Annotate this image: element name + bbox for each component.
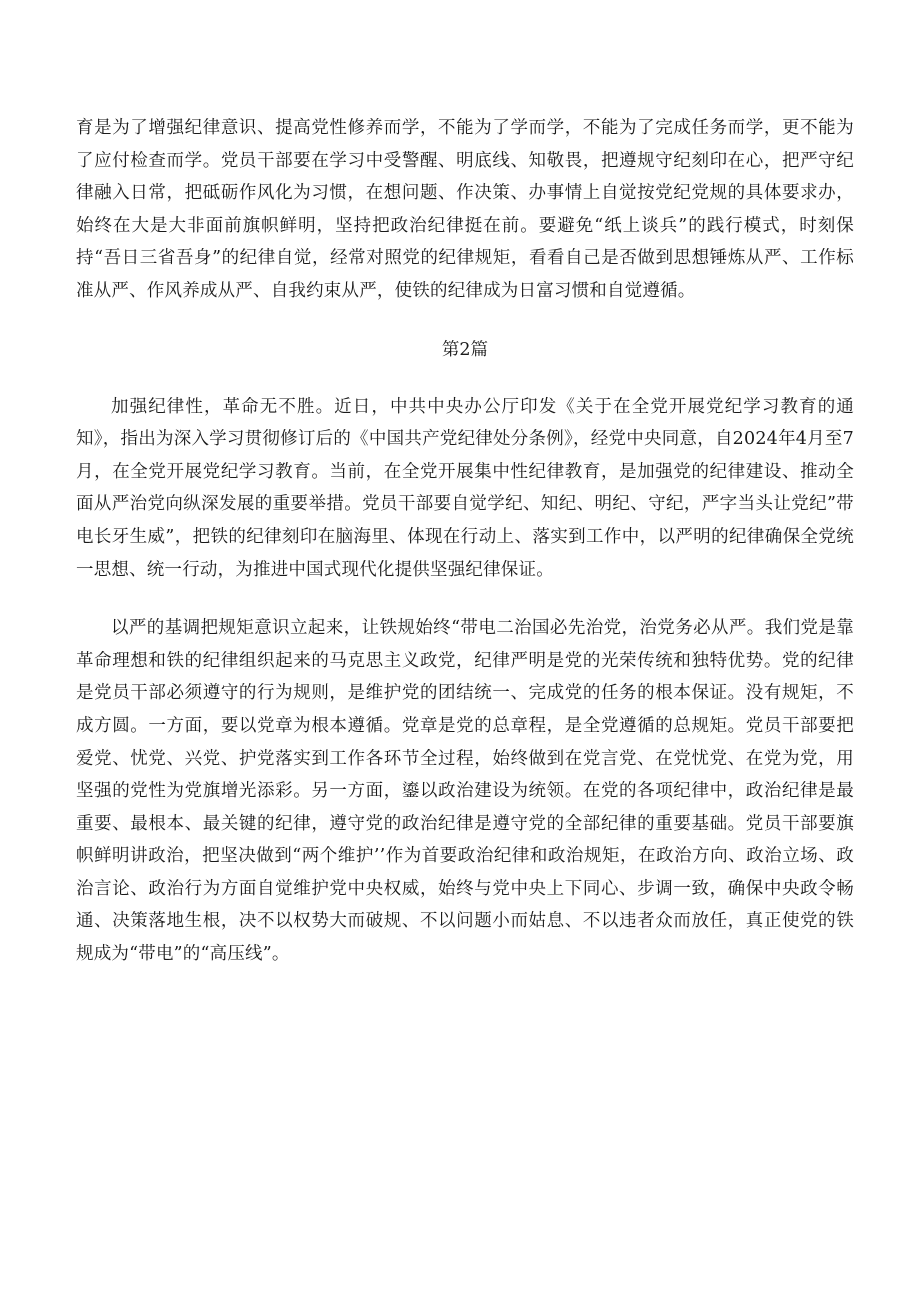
paragraph-continued: 育是为了增强纪律意识、提高党性修养而学，不能为了学而学，不能为了完成任务而学，更不能为了应付检查而学。党员干部要在学习中受警醒、明底线、知敬畏，把遵规守纪刻印在心，把严守纪律融入日常，把砥砺作风化为习惯，在想问题、作决策、办事情上自觉按党纪党规的具体要求办，始终在大是大非面前旗帜鲜明，坚持把政治纪律挺在前。要避免“纸上谈兵”的践行模式，时刻保持“吾日三省吾身”的纪律自觉，经常对照党的纪律规矩，看看自己是否做到思想锤炼从严、工作标准从严、作风养成从严、自我约束从严，使铁的纪律成为日富习惯和自觉遵循。: [76, 118, 854, 301]
paragraph-intro: 加强纪律性，革命无不胜。近日，中共中央办公厅印发《关于在全党开展党纪学习教育的通知》，指出为深入学习贯彻修订后的《中国共产党纪律处分条例》，经党中央同意，自2024年4月至7月，在全党开展党纪学习教育。当前，在全党开展集中性纪律教育，是加强党的纪律建设、推动全面从严治党向纵深发展的重要举措。党员干部要自觉学纪、知纪、明纪、守纪，严字当头让党纪”带电长牙生威”，把铁的纪律刻印在脑海里、体现在行动上、落实到工作中，以严明的纪律确保全党统一思想、统一行动，为推进中国式现代化提供坚强纪律保证。: [76, 396, 854, 580]
section-heading: 第2篇: [441, 339, 489, 360]
document-page: [76, 112, 854, 971]
paragraph-discipline: 以严的基调把规矩意识立起来，让铁规始终“带电二治国必先治党，治党务必从严。我们党是靠革命理想和铁的纪律组织起来的马克思主义政党，纪律严明是党的光荣传统和独特优势。党的纪律是党员干部必须遵守的行为规则，是维护党的团结统一、完成党的任务的根本保证。没有规矩，不成方圆。一方面，要以党章为根本遵循。党章是党的总章程，是全党遵循的总规矩。党员干部要把爱党、忧党、兴党、护党落实到工作各环节全过程，始终做到在党言党、在党忧党、在党为党，用坚强的党性为党旗增光添彩。另一方面，鎏以政治建设为统领。在党的各项纪律中，政治纪律是最重要、最根本、最关键的纪律，遵守党的政治纪律是遵守党的全部纪律的重要基础。党员干部要旗帜鲜明讲政治，把坚决做到“两个维护’’作为首要政治纪律和政治规矩，在政治方向、政治立场、政治言论、政治行为方面自觉维护党中央权威，始终与党中央上下同心、步调一致，确保中央政令畅通、决策落地生根，决不以权势大而破规、不以问题小而姑息、不以违者众而放任，真正使党的铁规成为“带电”的“高压线”。: [76, 618, 854, 965]
